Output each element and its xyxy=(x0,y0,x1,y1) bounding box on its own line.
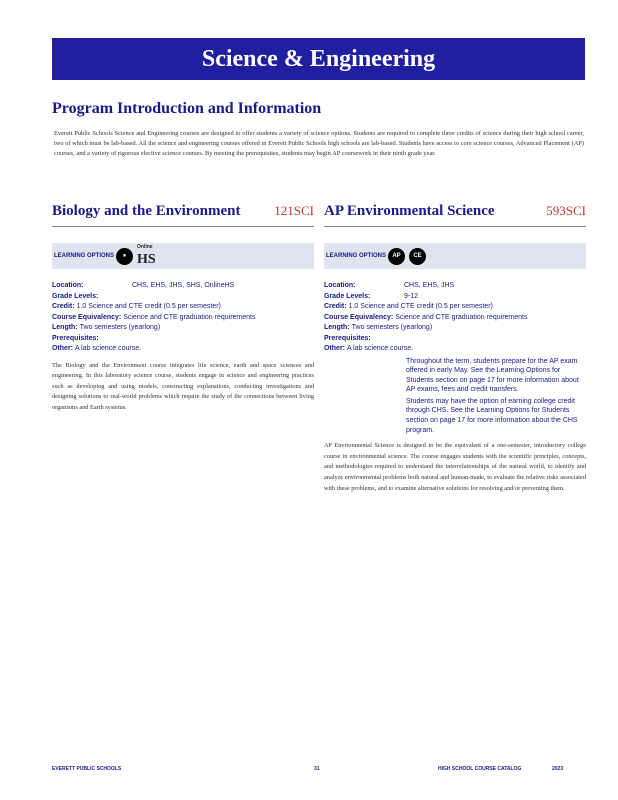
course-header xyxy=(324,203,586,227)
course-description: AP Environmental Science is designed to be the equivalent of a one-semester, introductory college course in environmental science. The course engages students with the scientific principles, concepts, and methodologies required to understand the interrelationships of the natural world, to identify and analyze environmental problems both natural and human-made, to evaluate the relative risks associated with these problems, and to examine alternative solutions for resolving and/or preventing them. xyxy=(324,442,586,492)
course-code: 593SCI xyxy=(546,203,586,218)
grade-label: Grade Levels: xyxy=(324,292,371,300)
length-label: Length: xyxy=(324,324,350,331)
course-code: 121SCI xyxy=(274,203,314,218)
footer-year: 2023 xyxy=(552,766,564,772)
other-value: A lab science course. xyxy=(74,345,142,352)
grade-value: 9-12 xyxy=(404,292,419,300)
ap-exam-note: Throughout the term, students prepare for the AP exam offered in early May. See the Learning Options for Students section on page 17 for more information about AP exams, fees and credit transfers. xyxy=(406,357,579,394)
footer-district: EVERETT PUBLIC SCHOOLS xyxy=(52,766,122,772)
course-title: AP Environmental Science xyxy=(324,203,495,219)
equivalency-label: Course Equivalency: xyxy=(324,313,394,321)
learning-options-label: LEARNING OPTIONS xyxy=(325,253,386,259)
course-description: The Biology and the Environment course integrates life science, earth and space sciences and engineering. In this laboratory science course, students engage in science and engineering practices such as developing and using models, constructing explanations, conducting investigations and designing solutions to real-world problems which require the study of the connections between living organisms and Earth systems. xyxy=(52,361,314,411)
equivalency-value: Science and CTE graduation requirements xyxy=(395,313,528,321)
location-value: CHS, EHS, JHS xyxy=(404,282,455,289)
credit-value: 1.0 Science and CTE credit (0.5 per semester) xyxy=(348,303,493,310)
ap-icon: AP xyxy=(388,248,405,265)
length-value: Two semesters (yearlong) xyxy=(351,324,433,331)
section-title: Program Introduction and Information xyxy=(52,100,322,117)
location-label: Location: xyxy=(52,282,84,289)
online-hs-icon xyxy=(116,245,156,268)
prereq-label: Prerequisites: xyxy=(324,334,371,342)
equivalency-value: Science and CTE graduation requirements xyxy=(123,313,256,321)
globe-icon: ● xyxy=(116,248,133,265)
learning-options-box xyxy=(52,243,314,269)
location-value: CHS, EHS, JHS, SHS, OnlineHS xyxy=(132,282,235,289)
footer-catalog: HIGH SCHOOL COURSE CATALOG xyxy=(438,766,522,772)
ce-icon: CE xyxy=(409,248,426,265)
length-value: Two semesters (yearlong) xyxy=(79,324,161,331)
chs-credit-note: Students may have the option of earning college credit through CHS. See the Learning Options for Students section on page 17 for more information about the CHS program. xyxy=(406,397,578,434)
course-title: Biology and the Environment xyxy=(52,203,241,219)
course-biology xyxy=(52,203,314,413)
learning-options-box xyxy=(324,243,586,269)
page-number: 31 xyxy=(314,766,320,772)
course-header xyxy=(52,203,314,227)
length-label: Length: xyxy=(52,324,78,331)
hs-icon-label: HS xyxy=(137,251,156,267)
credit-value: 1.0 Science and CTE credit (0.5 per semester) xyxy=(76,303,221,310)
intro-paragraph: Everett Public Schools Science and Engineering courses are designed to offer students a variety of science options. Students are required to complete three credits of science during their high school career, two of which must be lab-based. All the science and engineering courses offered in Everett Public Schools high schools are lab-based. Students have access to core science courses, Advanced Placement (AP) courses, and a variety of rigorous elective science courses. By meeting the prerequisites, students may begin AP coursework in their ninth grade year. xyxy=(54,130,584,158)
course-ap-environmental xyxy=(324,203,586,494)
learning-options-label: LEARNING OPTIONS xyxy=(53,253,114,259)
credit-label: Credit: xyxy=(52,303,75,310)
page-banner: Science & Engineering xyxy=(52,38,585,80)
prereq-label: Prerequisites: xyxy=(52,334,99,342)
credit-label: Credit: xyxy=(324,303,347,310)
grade-label: Grade Levels: xyxy=(52,292,99,300)
other-value: A lab science course. xyxy=(346,345,414,352)
equivalency-label: Course Equivalency: xyxy=(52,313,122,321)
course-details xyxy=(324,281,586,355)
course-details xyxy=(52,281,314,355)
location-label: Location: xyxy=(324,282,356,289)
other-label: Other: xyxy=(52,345,73,352)
online-icon-label: Online xyxy=(137,243,153,250)
other-label: Other: xyxy=(324,345,345,352)
